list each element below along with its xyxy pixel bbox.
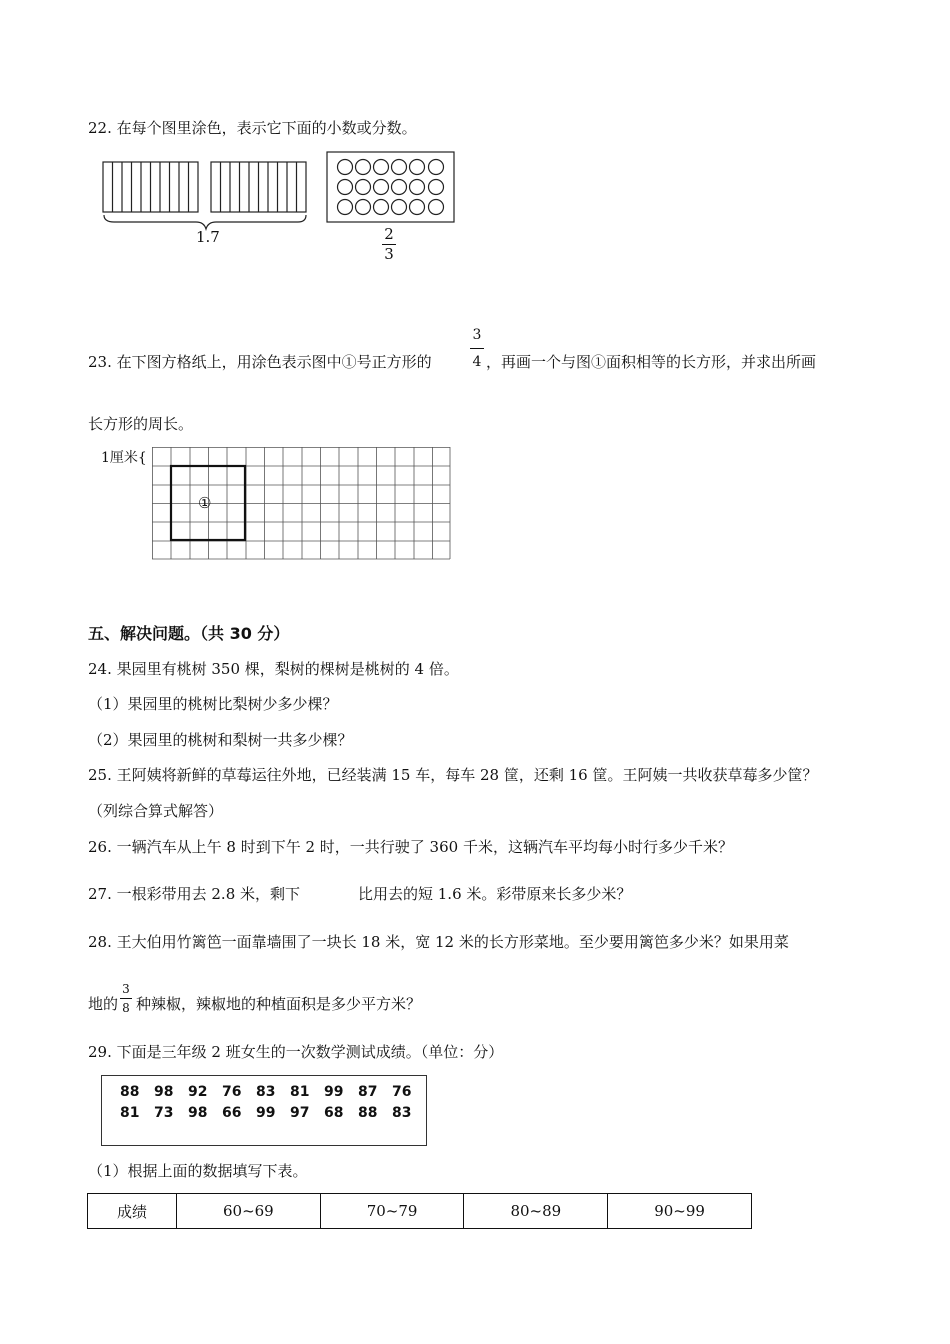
table-header-cell: 70~79	[320, 1194, 464, 1229]
score-cell: 88	[358, 1105, 378, 1121]
q28-fraction	[120, 983, 132, 1014]
q23-grid	[151, 446, 453, 562]
grade-table	[87, 1193, 752, 1229]
q27-text-part2: 比用去的短 1.6 米。彩带原来长多少米？	[358, 885, 632, 903]
q23-scale-label: 1厘米{	[101, 450, 147, 466]
q28-line2-prefix: 地的	[88, 995, 119, 1013]
q25-text: 25. 王阿姨将新鲜的草莓运往外地，已经装满 15 车，每车 28 筐，还剩 16 筐。王阿姨一共收获草莓多少筐？	[88, 766, 818, 784]
score-cell: 97	[290, 1105, 310, 1121]
q28-fraction-num: 3	[122, 982, 130, 996]
brace	[104, 215, 306, 229]
score-cell: 73	[154, 1105, 174, 1121]
q25-note: （列综合算式解答）	[88, 802, 224, 820]
table-header-cell: 成绩	[88, 1194, 177, 1229]
q22-text: 22. 在每个图里涂色，表示它下面的小数或分数。	[88, 119, 417, 137]
q28-fraction-den: 8	[122, 1001, 130, 1015]
table-row	[88, 1194, 752, 1229]
q22-fraction-num: 2	[384, 225, 394, 243]
score-cell: 99	[256, 1105, 276, 1121]
q26-text: 26. 一辆汽车从上午 8 时到下午 2 时，一共行驶了 360 千米，这辆汽车平均每小时行多少千米？	[88, 838, 733, 856]
score-cell: 81	[290, 1084, 310, 1100]
score-cell: 66	[222, 1105, 242, 1121]
score-cell: 98	[154, 1084, 174, 1100]
q23-text-part1: 23. 在下图方格纸上，用涂色表示图中①号正方形的	[88, 353, 432, 371]
score-cell: 83	[392, 1105, 412, 1121]
q23-fraction	[470, 328, 484, 369]
score-cell: 68	[324, 1105, 344, 1121]
scores-row-2	[120, 1105, 426, 1121]
q23-fraction-num: 3	[472, 327, 482, 343]
strip-bundle-1	[103, 162, 198, 212]
scores-box	[101, 1075, 427, 1146]
q22-bar-figures	[100, 150, 470, 270]
q22-decimal-label: 1.7	[196, 228, 220, 246]
score-cell: 81	[120, 1105, 140, 1121]
score-cell: 76	[222, 1084, 242, 1100]
score-cell: 99	[324, 1084, 344, 1100]
q24-sub1: （1）果园里的桃树比梨树少多少棵？	[88, 695, 338, 713]
q28-text: 28. 王大伯用竹篱笆一面靠墙围了一块长 18 米，宽 12 米的长方形菜地。至少要用篱笆多少米？如果用菜	[88, 933, 789, 951]
score-cell: 88	[120, 1084, 140, 1100]
score-cell: 83	[256, 1084, 276, 1100]
q24-sub2: （2）果园里的桃树和梨树一共多少棵？	[88, 731, 353, 749]
q29-text: 29. 下面是三年级 2 班女生的一次数学测试成绩。（单位：分）	[88, 1043, 504, 1061]
table-header-cell: 90~99	[608, 1194, 752, 1229]
table-header-cell: 60~69	[177, 1194, 321, 1229]
q24-text: 24. 果园里有桃树 350 棵，梨树的棵树是桃树的 4 倍。	[88, 660, 459, 678]
strip-bundle-2	[211, 162, 306, 212]
q29-sub1: （1）根据上面的数据填写下表。	[88, 1162, 308, 1180]
scores-row-1	[120, 1084, 426, 1100]
score-cell: 87	[358, 1084, 378, 1100]
q23-text-part2: ，再画一个与图①面积相等的长方形，并求出所画	[486, 353, 817, 371]
q28-line2-suffix: 种辣椒，辣椒地的种植面积是多少平方米？	[136, 995, 422, 1013]
score-cell: 98	[188, 1105, 208, 1121]
table-header-cell: 80~89	[464, 1194, 608, 1229]
score-cell: 92	[188, 1084, 208, 1100]
q22-fraction	[382, 227, 396, 262]
q23-text-line2: 长方形的周长。	[88, 415, 194, 433]
q22-fraction-den: 3	[384, 245, 394, 263]
q23-square-label: ①	[198, 494, 212, 512]
circle-grid	[327, 152, 454, 222]
section5-title: 五、解决问题。（共 30 分）	[88, 624, 290, 643]
score-cell: 76	[392, 1084, 412, 1100]
q23-fraction-den: 4	[472, 354, 482, 370]
q27-text-part1: 27. 一根彩带用去 2.8 米，剩下	[88, 885, 301, 903]
